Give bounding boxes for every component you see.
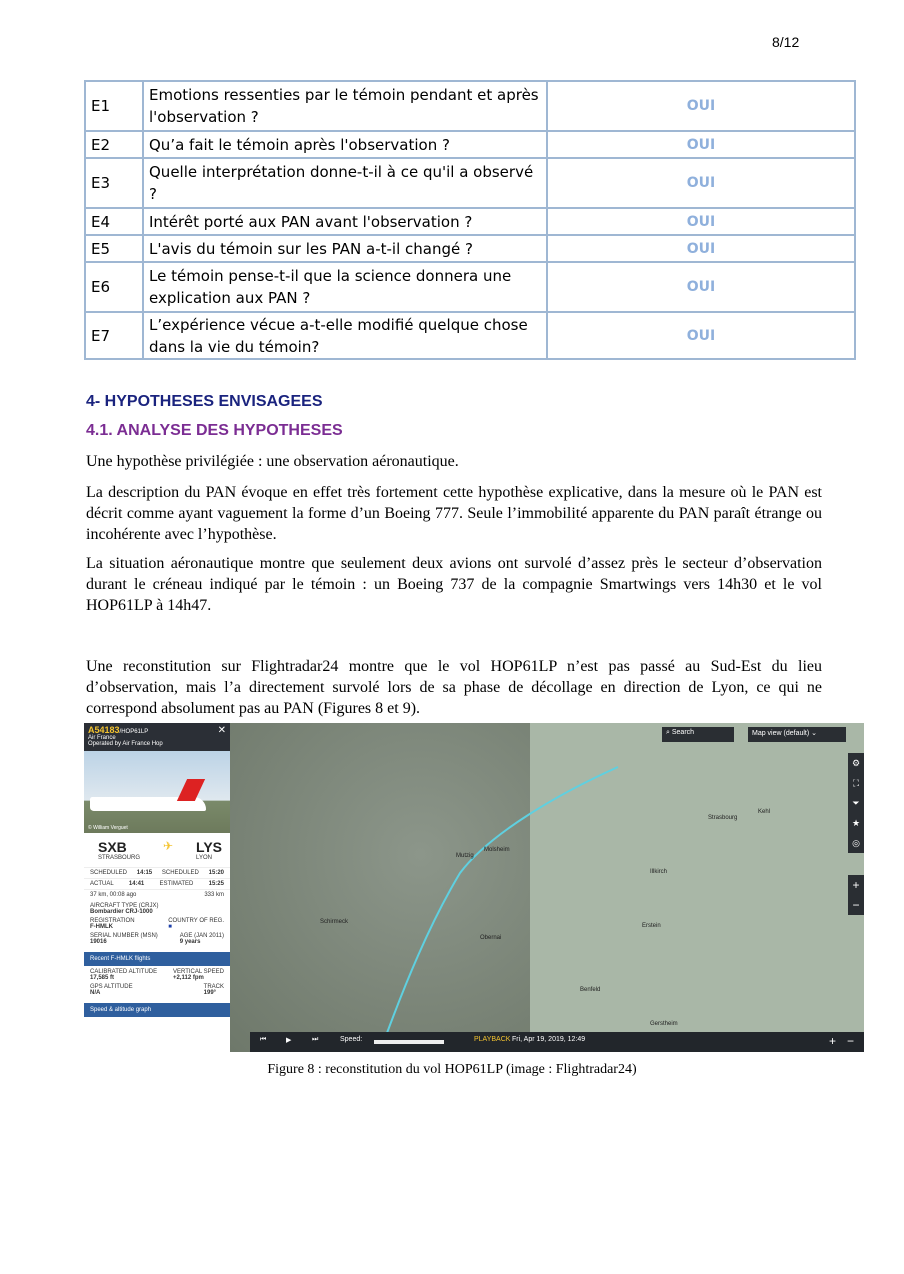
city-label: Mutzig xyxy=(456,853,474,859)
remaining-distance: 333 km xyxy=(204,892,224,898)
arr-estimated: 15:25 xyxy=(208,881,224,887)
row-answer: OUI xyxy=(547,312,855,359)
paragraph-4: Une reconstitution sur Flightradar24 montre que le vol HOP61LP n’est pas passé au Sud-Est du lieu d’observation, mais l’a directement survolé lors de sa phase de décollage en direction de Lyon, ce qui ne correspond absolument pas au PAN (Figures 8 et 9). xyxy=(86,658,822,717)
rewind-icon[interactable]: ⏮ xyxy=(260,1036,267,1043)
paragraph-3: La situation aéronautique montre que seulement deux avions ont survolé d’assez près le secteur d’observation durant le créneau indiqué par le témoin : un Boeing 737 de la compagnie Smartwings vers 14h30 et le vol HOP61LP à 14h47. xyxy=(86,555,822,614)
playback-label: PLAYBACK xyxy=(474,1036,511,1043)
scheduled-label: SCHEDULED xyxy=(90,870,128,876)
vspeed-label: VERTICAL SPEED xyxy=(172,969,224,975)
flight-id: A54183 xyxy=(88,725,120,735)
flight-info-panel xyxy=(84,723,230,1052)
age-label: AGE (JAN 2011) xyxy=(179,933,224,939)
estimated-label: ESTIMATED xyxy=(159,881,194,887)
forward-icon[interactable]: ⏭ xyxy=(312,1036,319,1043)
city-label: Kehl xyxy=(758,809,771,815)
row-answer: OUI xyxy=(547,262,855,312)
search-label: Search xyxy=(671,729,695,736)
zoom-out-button[interactable]: − xyxy=(852,898,860,912)
questions-table xyxy=(84,80,856,360)
serial-label: SERIAL NUMBER (MSN) xyxy=(90,933,158,939)
aircraft-photo xyxy=(84,751,230,833)
map-toolbar xyxy=(848,753,864,853)
altitude-label: CALIBRATED ALTITUDE xyxy=(90,969,158,975)
speed-label: Speed: xyxy=(340,1036,363,1043)
city-label: Erstein xyxy=(642,923,661,929)
route xyxy=(84,833,230,867)
track-label: TRACK xyxy=(203,984,224,990)
track: 199° xyxy=(203,990,217,996)
table-row xyxy=(85,158,855,208)
figure-caption: Figure 8 : reconstitution du vol HOP61LP (image : Flightradar24) xyxy=(267,1062,637,1077)
operator-name: Operated by Air France Hop xyxy=(88,741,163,747)
map-view-dropdown[interactable] xyxy=(748,727,846,742)
row-code: E3 xyxy=(85,158,143,208)
settings-icon[interactable]: ⚙ xyxy=(851,758,861,768)
aircraft-type-label: AIRCRAFT TYPE (CRJX) xyxy=(90,903,159,909)
serial: 19016 xyxy=(90,939,107,945)
scheduled-label-2: SCHEDULED xyxy=(161,870,199,876)
table-row xyxy=(85,131,855,158)
row-answer: OUI xyxy=(547,131,855,158)
play-icon[interactable]: ▶ xyxy=(286,1037,292,1044)
row-code: E6 xyxy=(85,262,143,312)
flag-icon: ■ xyxy=(168,924,172,930)
city-label: Strasbourg xyxy=(708,815,738,821)
search-button[interactable] xyxy=(662,727,734,742)
age: 9 years xyxy=(179,939,201,945)
speed-graph-link[interactable]: Speed & altitude graph xyxy=(84,1003,230,1017)
table-row xyxy=(85,262,855,312)
country-label: COUNTRY OF REG. xyxy=(168,918,224,924)
altitude: 17,585 ft xyxy=(90,975,115,981)
photo-credit: © William Verguet xyxy=(88,825,128,831)
map-view-label: Map view (default) xyxy=(752,730,810,737)
row-code: E7 xyxy=(85,312,143,359)
aircraft-type: Bombardier CRJ-1000 xyxy=(90,909,153,915)
registration-label: REGISTRATION xyxy=(90,918,135,924)
paragraph-1: Une hypothèse privilégiée : une observation aéronautique. xyxy=(86,453,459,470)
chevron-down-icon: ⌄ xyxy=(811,730,818,737)
actual-row xyxy=(84,878,230,889)
city-label: Obernai xyxy=(480,935,502,941)
page-number: 8/12 xyxy=(772,34,800,50)
elapsed-distance: 37 km, 00:08 ago xyxy=(90,892,137,898)
zoom-in-icon[interactable]: + xyxy=(828,1034,836,1048)
zoom-controls xyxy=(848,875,864,915)
row-question: Le témoin pense-t-il que la science donnera une explication aux PAN ? xyxy=(143,262,547,312)
vspeed: +2,112 fpm xyxy=(172,975,204,981)
destination-city: LYON xyxy=(196,855,212,861)
playback-bar xyxy=(250,1032,864,1052)
origin-city: STRASBOURG xyxy=(98,855,141,861)
altitude-info xyxy=(84,966,230,999)
row-question: Quelle interprétation donne-t-il à ce qu'il a observé ? xyxy=(143,158,547,208)
search-icon: ⌕ xyxy=(666,729,670,736)
row-answer: OUI xyxy=(547,158,855,208)
paragraph-2: La description du PAN évoque en effet très fortement cette hypothèse explicative, dans la mesure où le PAN est décrit comme ayant vaguement la forme d’un Boeing 777. Seule l’immobilité apparente du PAN paraît étrange ou incohérente avec l’hypothèse. xyxy=(86,484,822,543)
row-question: Qu’a fait le témoin après l'observation ? xyxy=(143,131,547,158)
map[interactable] xyxy=(230,723,864,1052)
city-label: Schirmeck xyxy=(320,919,349,925)
speed-slider[interactable] xyxy=(374,1040,444,1044)
table-row xyxy=(85,208,855,235)
gps: N/A xyxy=(90,990,101,996)
row-question: Intérêt porté aux PAN avant l'observation ? xyxy=(143,208,547,235)
registration: F-HMLK xyxy=(90,924,113,930)
destination-code: LYS xyxy=(196,839,222,855)
dep-actual: 14:41 xyxy=(128,881,145,887)
row-question: L'avis du témoin sur les PAN a-t-il changé ? xyxy=(143,235,547,262)
actual-label: ACTUAL xyxy=(90,881,114,887)
gps-label: GPS ALTITUDE xyxy=(90,984,133,990)
row-code: E4 xyxy=(85,208,143,235)
star-icon[interactable]: ★ xyxy=(851,818,861,828)
row-code: E1 xyxy=(85,81,143,131)
section-heading: 4- HYPOTHESES ENVISAGEES xyxy=(86,393,323,410)
fullscreen-icon[interactable]: ⛶ xyxy=(852,778,860,788)
close-icon[interactable]: ✕ xyxy=(217,725,226,736)
table-row xyxy=(85,312,855,359)
row-answer: OUI xyxy=(547,81,855,131)
section-subheading: 4.1. ANALYSE DES HYPOTHESES xyxy=(86,422,343,439)
city-label: Gerstheim xyxy=(650,1021,678,1027)
row-question: Emotions ressenties par le témoin pendant et après l'observation ? xyxy=(143,81,547,131)
compass-icon[interactable]: ◎ xyxy=(852,838,860,848)
row-code: E5 xyxy=(85,235,143,262)
row-answer: OUI xyxy=(547,208,855,235)
airline-name: Air France xyxy=(88,735,116,741)
recent-flights-link[interactable]: Recent F-HMLK flights xyxy=(84,952,230,966)
origin-code: SXB xyxy=(98,839,127,855)
progress-row xyxy=(84,889,230,900)
arr-scheduled: 15:20 xyxy=(208,870,224,876)
figure-8-flightradar-screenshot xyxy=(84,723,864,1052)
zoom-out-icon[interactable]: − xyxy=(846,1034,854,1048)
city-label: Illkirch xyxy=(650,869,668,875)
row-question: L’expérience vécue a-t-elle modifié quelque chose dans la vie du témoin? xyxy=(143,312,547,359)
flight-callsign: /HOP61LP xyxy=(119,729,149,735)
zoom-in-button[interactable]: + xyxy=(852,878,860,892)
city-label: Molsheim xyxy=(484,847,510,853)
scheduled-row xyxy=(84,867,230,878)
filter-icon[interactable]: ⏷ xyxy=(852,798,860,808)
table-row xyxy=(85,235,855,262)
flight-path xyxy=(230,723,864,1052)
dep-scheduled: 14:15 xyxy=(136,870,153,876)
aircraft-illustration xyxy=(90,797,206,811)
playback-date: Fri, Apr 19, 2019, 12:49 xyxy=(512,1036,586,1043)
row-code: E2 xyxy=(85,131,143,158)
flight-header xyxy=(84,723,230,751)
table-row xyxy=(85,81,855,131)
city-label: Benfeld xyxy=(580,987,601,993)
row-answer: OUI xyxy=(547,235,855,262)
aircraft-info xyxy=(84,900,230,948)
plane-icon: ✈ xyxy=(163,839,174,853)
